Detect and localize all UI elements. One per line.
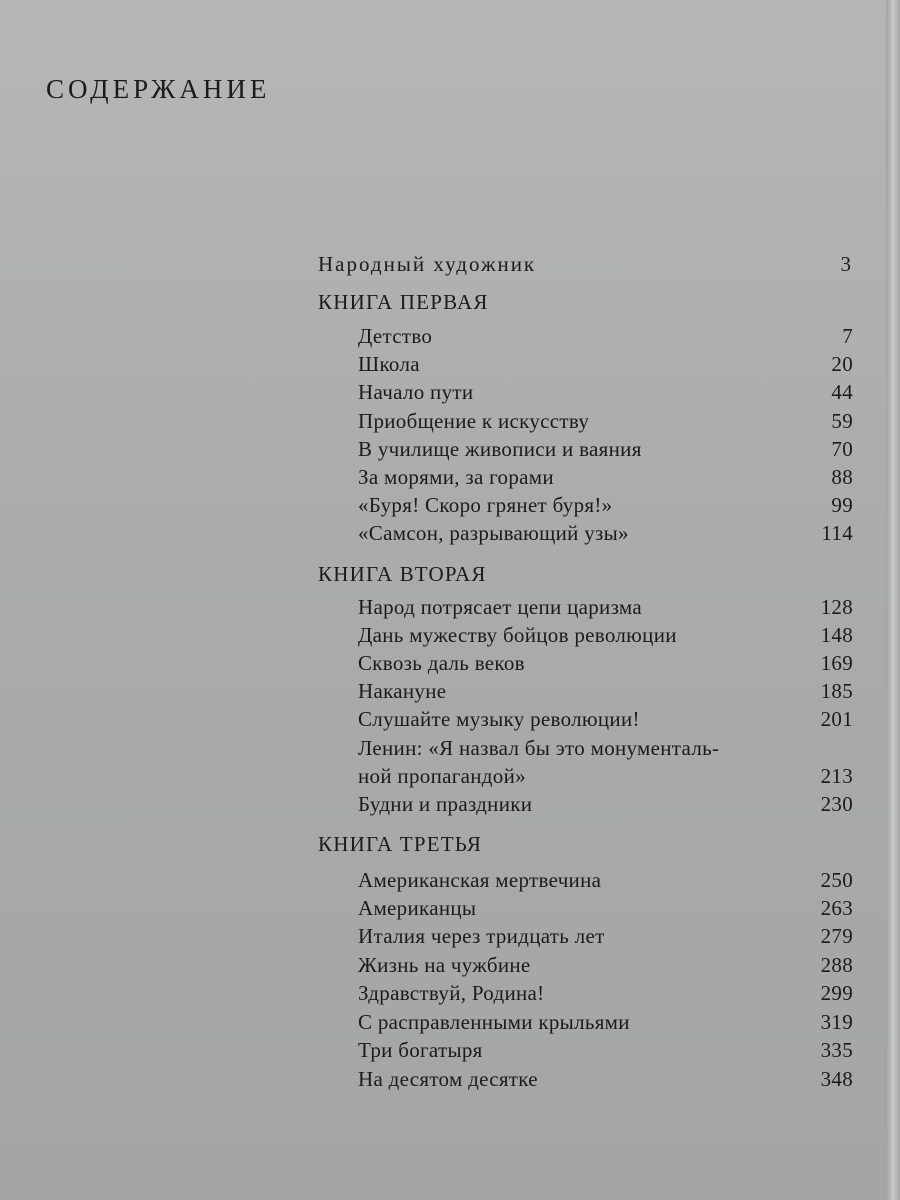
toc-entry-page: 70	[831, 437, 853, 461]
toc-entry-label: Школа	[358, 352, 420, 376]
page-title: СОДЕРЖАНИЕ	[46, 74, 271, 104]
toc-entry	[358, 620, 853, 650]
toc-entry	[358, 490, 853, 520]
toc-entry-label: Здравствуй, Родина!	[358, 981, 545, 1005]
toc-entry-page: 44	[831, 380, 853, 404]
toc-entry-label: Слушайте музыку революции!	[358, 707, 640, 731]
toc-entry	[358, 349, 853, 379]
toc-entry-line1	[358, 733, 853, 763]
toc-entry-label: Будни и праздники	[358, 792, 533, 816]
book-heading-label: КНИГА ВТОРАЯ	[318, 562, 487, 586]
toc-entry-label: Италия через тридцать лет	[358, 924, 605, 948]
toc-entry-page: 7	[842, 324, 853, 348]
toc-entry	[358, 1035, 853, 1065]
toc-entry-page: 3	[840, 252, 853, 276]
toc-entry-page: 263	[820, 896, 853, 920]
toc-entry-label: Детство	[358, 324, 433, 348]
toc-entry-label: Американцы	[358, 896, 477, 920]
toc-entry	[358, 789, 853, 819]
toc-entry-label: «Буря! Скоро грянет буря!»	[358, 493, 613, 517]
book-heading	[318, 287, 853, 317]
toc-entry-label: За морями, за горами	[358, 465, 554, 489]
toc-entry	[358, 1064, 853, 1094]
toc-entry-intro	[318, 249, 853, 279]
toc-entry	[358, 950, 853, 980]
toc-entry	[358, 321, 853, 351]
toc-entry-page: 59	[831, 409, 853, 433]
toc-entry-page: 213	[820, 764, 853, 788]
toc-entry-page: 335	[820, 1038, 853, 1062]
toc-entry	[358, 518, 853, 548]
toc-entry-label: Ленин: «Я назвал бы это монументаль-	[358, 736, 720, 760]
toc-entry	[358, 865, 853, 895]
book-heading-label: КНИГА ПЕРВАЯ	[318, 290, 489, 314]
toc-entry	[358, 434, 853, 464]
toc-entry-page: 20	[831, 352, 853, 376]
toc-entry	[358, 676, 853, 706]
toc-entry-page: 88	[831, 465, 853, 489]
toc-entry	[358, 377, 853, 407]
toc-entry	[358, 648, 853, 678]
toc-entry	[358, 978, 853, 1008]
toc-entry-page: 128	[820, 595, 853, 619]
toc-entry-page: 319	[820, 1010, 853, 1034]
toc-entry	[358, 1007, 853, 1037]
toc-entry	[358, 921, 853, 951]
toc-entry	[358, 462, 853, 492]
toc-entry-label: Дань мужеству бойцов революции	[358, 623, 677, 647]
toc-entry-page: 230	[820, 792, 853, 816]
toc-entry-label: Народный художник	[318, 252, 537, 276]
toc-entry-label: «Самсон, разрывающий узы»	[358, 521, 629, 545]
toc-entry-label: Сквозь даль веков	[358, 651, 525, 675]
toc-entry-label: Приобщение к искусству	[358, 409, 590, 433]
toc-entry	[358, 704, 853, 734]
toc-entry-label: Три богатыря	[358, 1038, 483, 1062]
toc-entry-page: 185	[820, 679, 853, 703]
toc-entry-label: Накануне	[358, 679, 447, 703]
toc-entry-label: На десятом десятке	[358, 1067, 538, 1091]
toc-entry-label: В училище живописи и ваяния	[358, 437, 642, 461]
toc-entry-page: 148	[820, 623, 853, 647]
book-heading-label: КНИГА ТРЕТЬЯ	[318, 832, 483, 856]
book-heading	[318, 559, 853, 589]
toc-entry-page: 288	[820, 953, 853, 977]
toc-entry-page: 299	[820, 981, 853, 1005]
toc-entry	[358, 592, 853, 622]
toc-entry-label: Жизнь на чужбине	[358, 953, 531, 977]
toc-entry-page: 114	[821, 521, 853, 545]
toc-entry-page: 279	[820, 924, 853, 948]
toc-entry-label: Народ потрясает цепи царизма	[358, 595, 642, 619]
toc-entry-label: ной пропагандой»	[358, 764, 526, 788]
toc-entry-label: Начало пути	[358, 380, 474, 404]
toc-entry-page: 201	[820, 707, 853, 731]
toc-entry-label: С расправленными крыльями	[358, 1010, 630, 1034]
toc-entry-label: Американская мертвечина	[358, 868, 602, 892]
toc-entry-page: 169	[820, 651, 853, 675]
toc-entry	[358, 761, 853, 791]
book-heading	[318, 829, 853, 859]
toc-entry-page: 99	[831, 493, 853, 517]
toc-entry-page: 250	[820, 868, 853, 892]
toc-entry	[358, 893, 853, 923]
toc-entry	[358, 406, 853, 436]
toc-entry-page: 348	[820, 1067, 853, 1091]
